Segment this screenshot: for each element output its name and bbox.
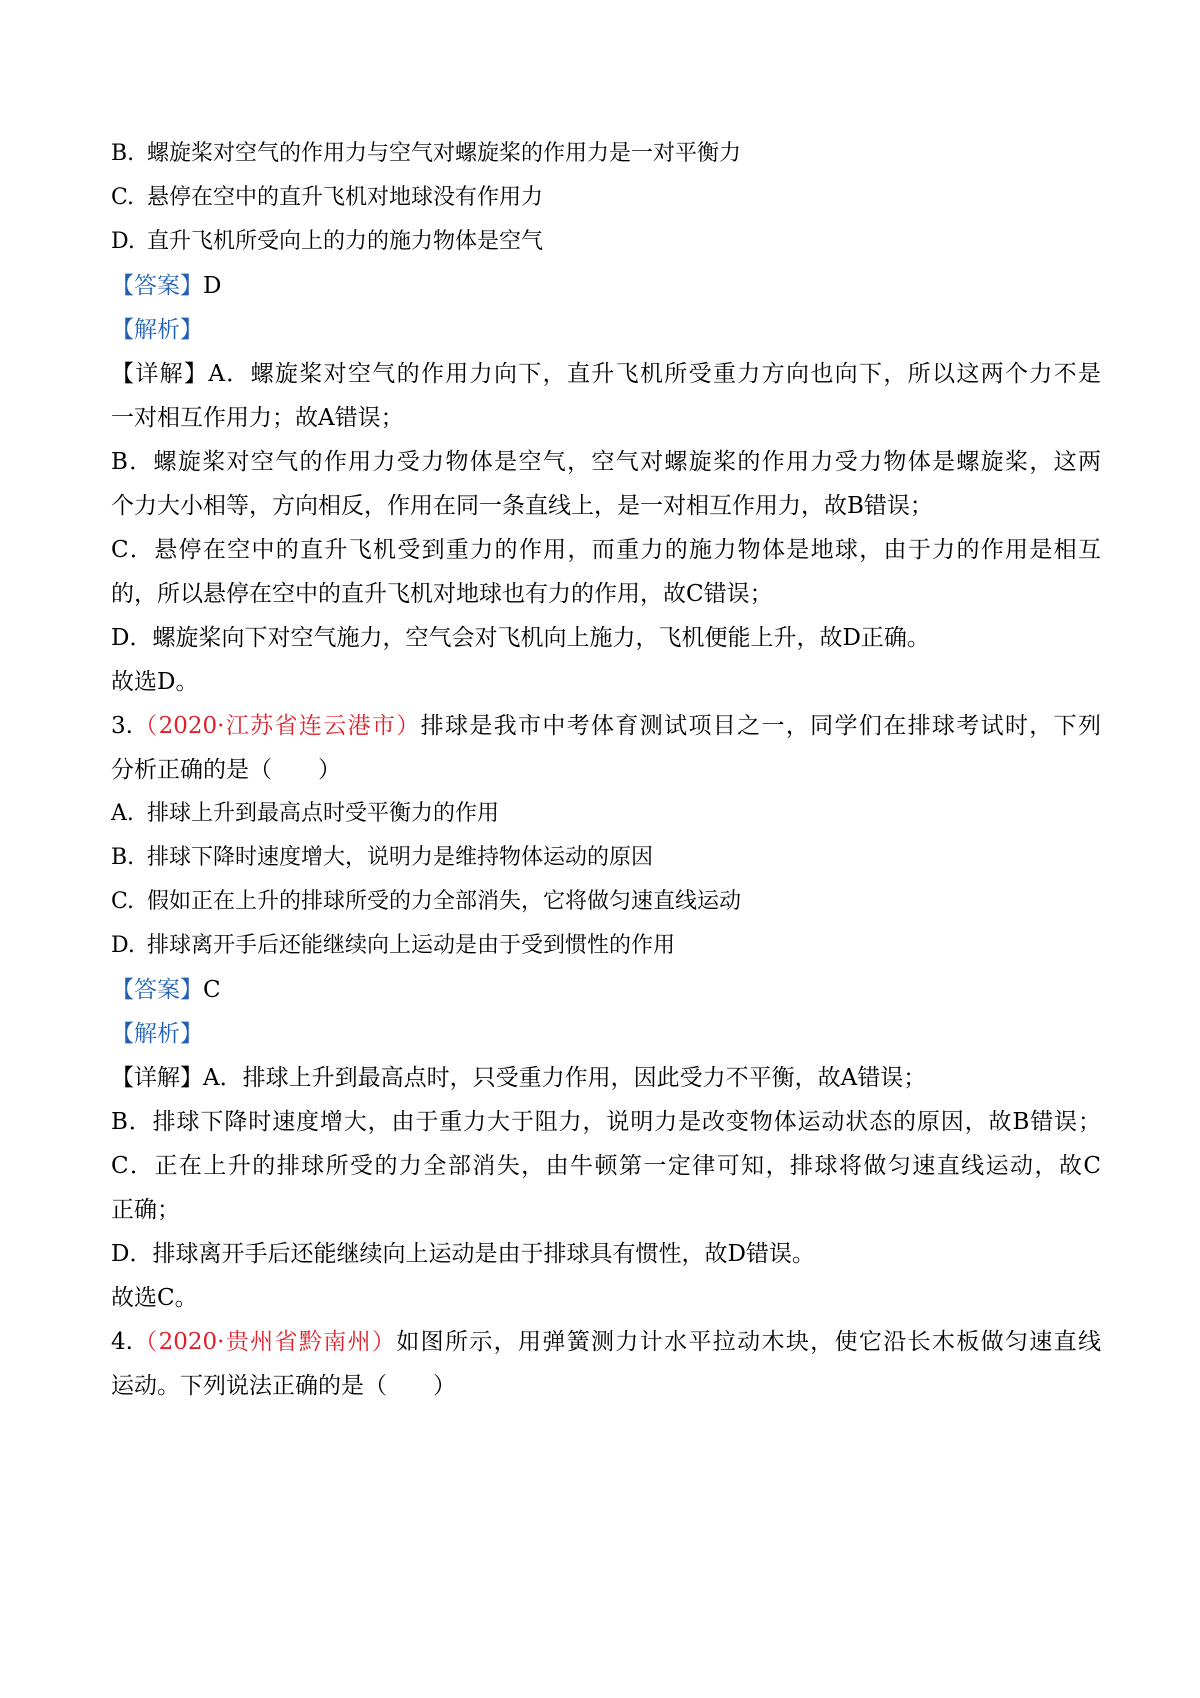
q2-detail-line-1 (111, 358, 1101, 392)
option-text: 排球上升到最高点时受平衡力的作用 (147, 801, 500, 826)
q2-option-c (111, 182, 1101, 216)
q2-conclusion (111, 666, 1101, 700)
detail-text: D．螺旋桨向下对空气施力，空气会对飞机向上施力，飞机便能上升，故D正确。 (111, 625, 930, 651)
option-letter: C. (111, 185, 135, 210)
q4-stem-line-2 (111, 1370, 1101, 1404)
answer-label: 【答案】 (111, 273, 203, 299)
q2-detail-line-2 (111, 402, 1101, 436)
option-text: 排球下降时速度增大，说明力是维持物体运动的原因 (147, 845, 654, 870)
detail-text: C．正在上升的排球所受的力全部消失，由牛顿第一定律可知，排球将做匀速直线运动，故C (111, 1153, 1101, 1179)
analysis-label: 【解析】 (111, 317, 203, 343)
detail-text: D．排球离开手后还能继续向上运动是由于排球具有惯性，故D错误。 (111, 1241, 815, 1267)
option-letter: B. (111, 845, 135, 870)
q2-option-d (111, 226, 1101, 260)
q3-stem-line-2 (111, 754, 1101, 788)
option-text: 排球离开手后还能继续向上运动是由于受到惯性的作用 (147, 933, 676, 958)
q2-detail-line-5 (111, 534, 1101, 568)
detail-label: 【详解】 (111, 361, 209, 387)
q2-detail-line-4 (111, 490, 1101, 524)
option-letter: C. (111, 889, 135, 914)
option-text: 螺旋桨对空气的作用力与空气对螺旋桨的作用力是一对平衡力 (147, 141, 742, 166)
detail-text: 故选D。 (111, 669, 199, 695)
q2-detail-line-6 (111, 578, 1101, 612)
detail-text: 一对相互作用力；故A错误； (111, 405, 404, 431)
option-letter: B. (111, 141, 135, 166)
q3-analysis-label (111, 1018, 1101, 1052)
question-stem: 如图所示，用弹簧测力计水平拉动木块，使它沿长木板做匀速直线 (396, 1329, 1101, 1355)
q2-answer (111, 270, 1101, 304)
detail-text: 的，所以悬停在空中的直升飞机对地球也有力的作用，故C错误； (111, 581, 773, 607)
q2-analysis-label (111, 314, 1101, 348)
detail-label: 【详解】 (111, 1065, 203, 1091)
detail-text: B．排球下降时速度增大，由于重力大于阻力，说明力是改变物体运动状态的原因，故B错误； (111, 1109, 1101, 1135)
q3-answer (111, 974, 1101, 1008)
question-source: （2020·江苏省连云港市） (132, 713, 421, 739)
option-text: 假如正在上升的排球所受的力全部消失，它将做匀速直线运动 (147, 889, 742, 914)
detail-text: A．排球上升到最高点时，只受重力作用，因此受力不平衡，故A错误； (203, 1065, 927, 1091)
detail-text: 个力大小相等，方向相反，作用在同一条直线上，是一对相互作用力，故B错误； (111, 493, 933, 519)
q3-detail-line-3 (111, 1150, 1101, 1184)
option-text: 悬停在空中的直升飞机对地球没有作用力 (147, 185, 544, 210)
q2-detail-line-7 (111, 622, 1101, 656)
answer-value: C (203, 977, 221, 1003)
q3-option-b (111, 842, 1101, 876)
q4-stem-line-1 (111, 1326, 1101, 1360)
option-letter: D. (111, 229, 135, 254)
question-stem: 运动。下列说法正确的是（ ） (111, 1373, 456, 1399)
q3-detail-line-1 (111, 1062, 1101, 1096)
q3-detail-line-5 (111, 1238, 1101, 1272)
q3-stem-line-1 (111, 710, 1101, 744)
detail-text: 故选C。 (111, 1285, 198, 1311)
question-stem: 排球是我市中考体育测试项目之一，同学们在排球考试时，下列 (420, 713, 1101, 739)
q3-option-d (111, 930, 1101, 964)
question-number: 4. (111, 1329, 133, 1355)
analysis-label: 【解析】 (111, 1021, 203, 1047)
detail-text: B．螺旋桨对空气的作用力受力物体是空气，空气对螺旋桨的作用力受力物体是螺旋桨，这两 (111, 449, 1101, 475)
q3-detail-line-2 (111, 1106, 1101, 1140)
q3-conclusion (111, 1282, 1101, 1316)
detail-text: C．悬停在空中的直升飞机受到重力的作用，而重力的施力物体是地球，由于力的作用是相互 (111, 537, 1101, 563)
question-source: （2020·贵州省黔南州） (132, 1329, 397, 1355)
option-text: 直升飞机所受向上的力的施力物体是空气 (147, 229, 544, 254)
option-letter: D. (111, 933, 135, 958)
q2-detail-line-3 (111, 446, 1101, 480)
answer-value: D (203, 273, 222, 299)
detail-text: A．螺旋桨对空气的作用力向下，直升飞机所受重力方向也向下，所以这两个力不是 (208, 361, 1101, 387)
question-stem: 分析正确的是（ ） (111, 757, 341, 783)
question-number: 3. (111, 713, 133, 739)
detail-text: 正确； (111, 1197, 180, 1223)
q3-detail-line-4 (111, 1194, 1101, 1228)
option-letter: A. (111, 801, 134, 826)
q3-option-c (111, 886, 1101, 920)
answer-label: 【答案】 (111, 977, 203, 1003)
q3-option-a (111, 798, 1101, 832)
q2-option-b (111, 138, 1101, 172)
